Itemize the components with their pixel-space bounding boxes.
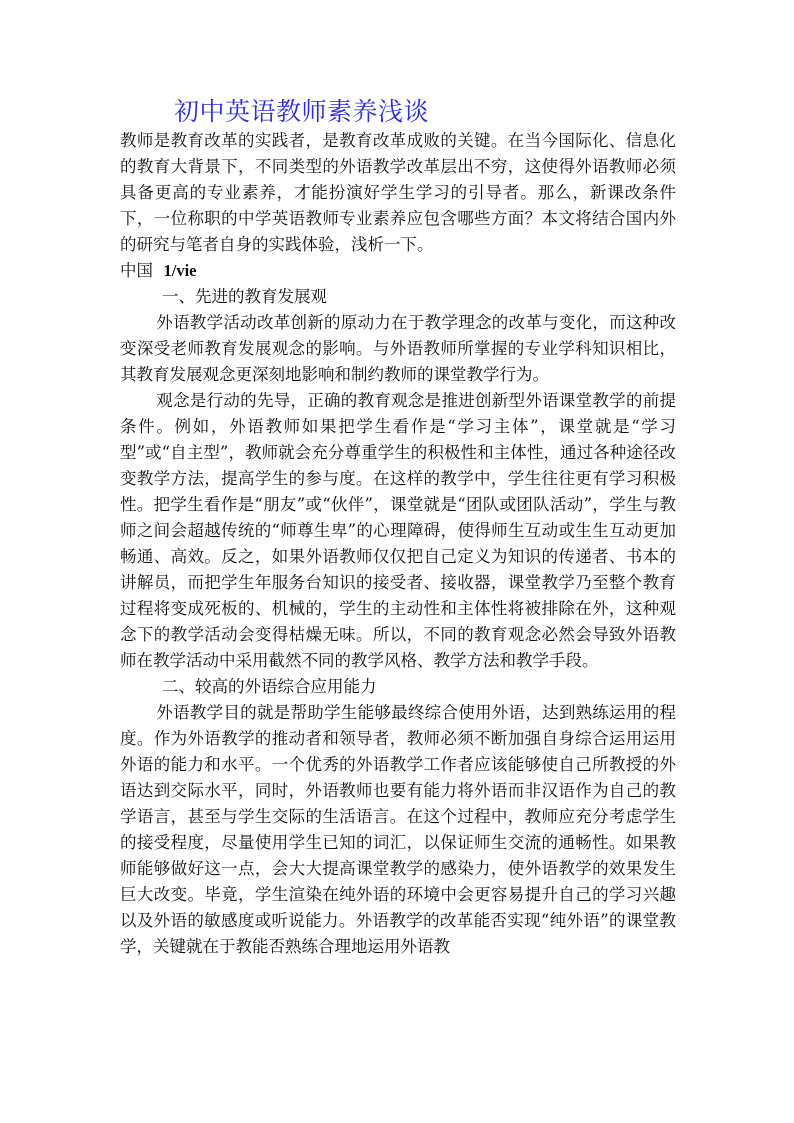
- page-marker-cn: 中国: [120, 261, 153, 280]
- page-marker-latin: 1/vie: [163, 261, 197, 280]
- page-marker: [120, 258, 676, 284]
- section-2-paragraph-1: 外语教学目的就是帮助学生能够最终综合使用外语，达到熟练运用的程度。作为外语教学的推动者和领导者，教师必须不断加强自身综合运用运用外语的能力和水平。一个优秀的外语教学工作者应该能够使自己所教授的外语达到交际水平，同时，外语教师也要有能力将外语而非汉语作为自己的教学语言，甚至与学生交际的生活语言。在这个过程中，教师应充分考虑学生的接受程度，尽量使用学生已知的词汇，以保证师生交流的通畅性。如果教师能够做好这一点，会大大提高课堂教学的感染力，使外语教学的效果发生巨大改变。毕竟，学生渲染在纯外语的环境中会更容易提升自己的学习兴趣以及外语的敏感度或听说能力。外语教学的改革能否实现“纯外语”的课堂教学，关键就在于教能否熟练合理地运用外语教: [120, 703, 676, 956]
- section-1-paragraph-1: 外语教学活动改革创新的原动力在于教学理念的改革与变化，而这种改变深受老师教育发展观念的影响。与外语教师所掌握的专业学科知识相比，其教育发展观念更深刻地影响和制约教师的课堂教学行为。: [120, 313, 676, 384]
- document-title: 初中英语教师素养浅谈: [174, 97, 430, 126]
- section-2-heading: 二、较高的外语综合应用能力: [162, 677, 377, 696]
- section-1-heading: 一、先进的教育发展观: [162, 287, 327, 306]
- document-body: [120, 128, 676, 960]
- intro-paragraph: 教师是教育改革的实践者，是教育改革成败的关键。在当今国际化、信息化的教育大背景下，不同类型的外语教学改革层出不穷，这使得外语教师必须具备更高的专业素养，才能扮演好学生学习的引导者。那么，新课改条件下，一位称职的中学英语教师专业素养应包含哪些方面？本文将结合国内外的研究与笔者自身的实践体验，浅析一下。: [120, 131, 676, 254]
- section-1-paragraph-2: 观念是行动的先导，正确的教育观念是推进创新型外语课堂教学的前提条件。例如，外语教师如果把学生看作是“学习主体”，课堂就是“学习型”或“自主型”，教师就会充分尊重学生的积极性和主体性，通过各种途径改变教学方法，提高学生的参与度。在这样的教学中，学生往往更有学习积极性。把学生看作是“朋友”或“伙伴”，课堂就是“团队或团队活动”，学生与教师之间会超越传统的“师尊生卑”的心理障碍，使得师生互动或生生互动更加畅通、高效。反之，如果外语教师仅仅把自己定义为知识的传递者、书本的讲解员，而把学生年服务台知识的接受者、接收器，课堂教学乃至整个教育过程将变成死板的、机械的，学生的主动性和主体性将被排除在外，这种观念下的教学活动会变得枯燥无味。所以，不同的教育观念必然会导致外语教师在教学活动中采用截然不同的教学风格、教学方法和教学手段。: [120, 391, 676, 670]
